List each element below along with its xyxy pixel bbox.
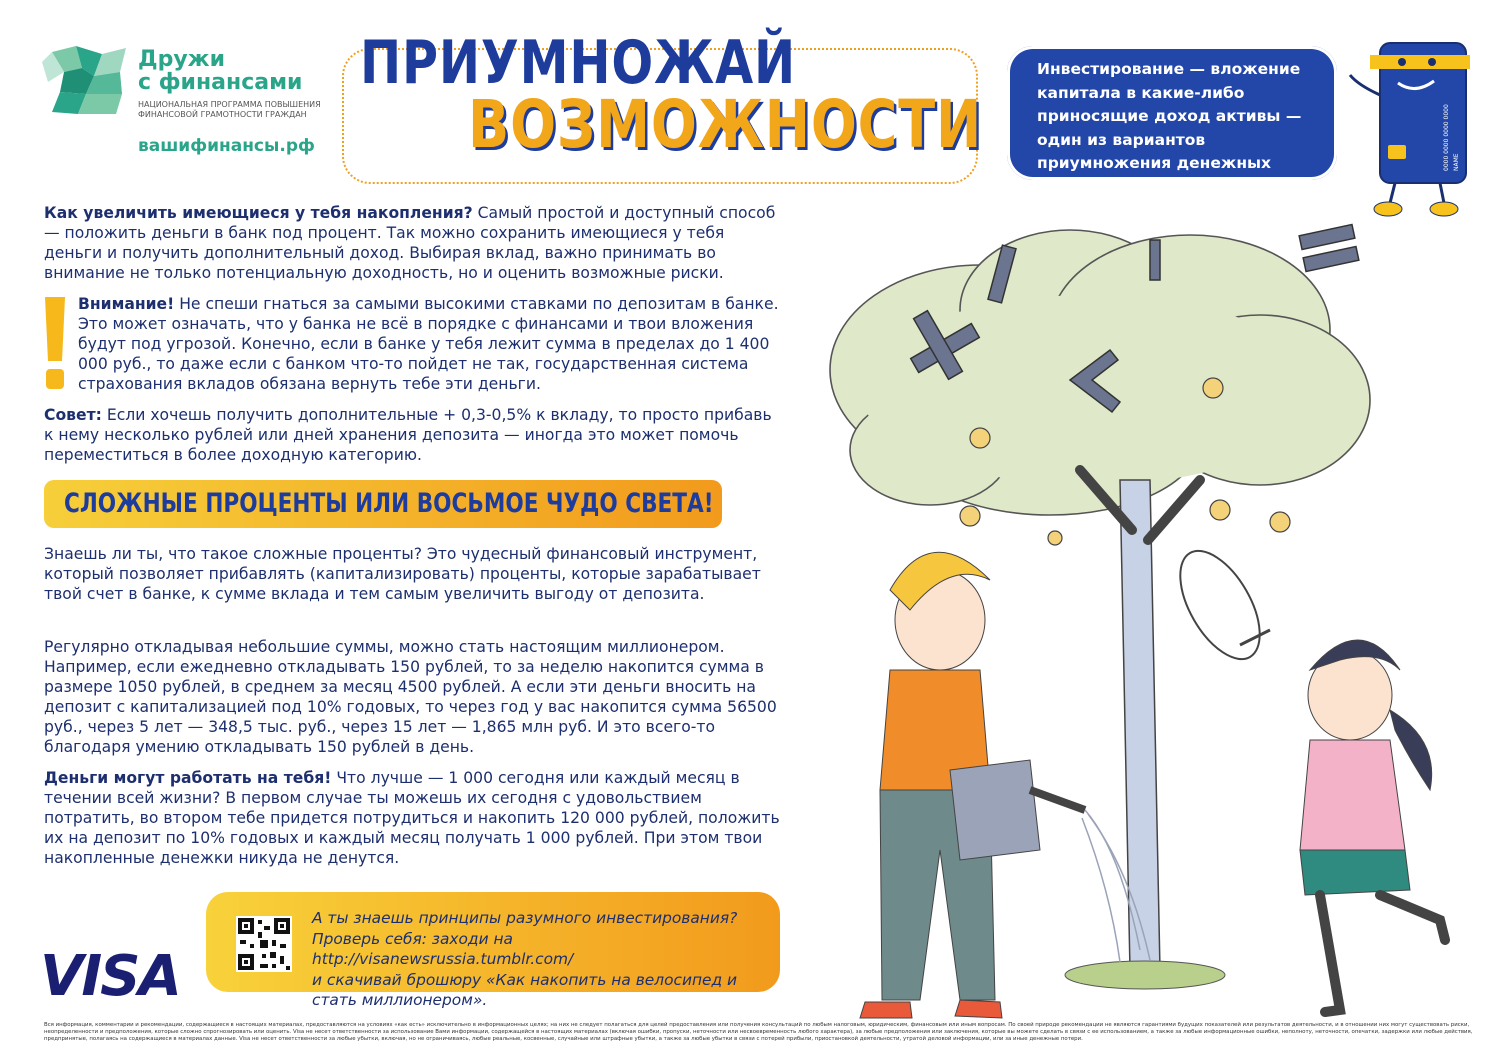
visa-logo: VISA [40,944,180,1009]
compound-paragraph: Знаешь ли ты, что такое сложные проценты? Это чудесный финансовый инструмент, который позволяет прибавлять (капитализировать) проценты, которые зарабатывает твой счет в банке, к сумме вклада и тем самым увеличить выгоду от депозита. [44,545,761,603]
advice-paragraph: Совет: Если хочешь получить дополнительные + 0,3-0,5% к вкладу, то просто прибавь к нему несколько рублей или дней хранения депозита — иногда это может помочь переместиться в более доходную категорию. [44,406,772,464]
callout-text: А ты знаешь принципы разумного инвестирования? Проверь себя: заходи на http://visanewsrussia.tumblr.com/ и скачивай брошюру «Как накопить на велосипед и стать миллионером». [312,908,772,1011]
quiz-callout [206,892,780,1009]
logo-title: Дружи с финансами [138,47,303,95]
section-heading: СЛОЖНЫЕ ПРОЦЕНТЫ ИЛИ ВОСЬМОЕ ЧУДО СВЕТА! [64,488,714,519]
example-paragraph: Регулярно откладывая небольшие суммы, можно стать настоящим миллионером. Например, если ежедневно откладывать 150 рублей, то за неделю накопится сумма в размере 1050 рублей, в среднем за месяц 4500 рублей. А если эти деньги вносить на депозит с капитализацией под 10% годовых, то через год у вас накопится сумма 56500 руб., через 5 лет — 348,5 тыс. руб., через 15 лет — 1,865 млн руб. И это всего-то благодаря умению откладывать 150 рублей в день. [44,638,777,756]
callout-link[interactable]: Проверь себя: заходи на http://visanewsrussia.tumblr.com/ [312,929,574,968]
intro-paragraph: Как увеличить имеющиеся у тебя накопления? Самый простой и доступный способ — положить деньги в банк под процент. Так можно сохранить имеющиеся у тебя деньги и получить дополнительный доход. Выбирая вклад, важно принимать во внимание не только потенциальную доходность, но и оценить возможные риски. [44,204,776,282]
logo-website[interactable]: вашифинансы.рф [138,136,315,156]
page-title-line2: ВОЗМОЖНОСТИ [468,86,983,163]
logo-dog-icon [42,42,132,118]
warning-paragraph: Внимание! Не спеши гнаться за самыми высокими ставками по депозитам в банке. Это может означать, что у банка не всё в порядке с финансами и твои вложения будут под угрозой. Конечно, если в банке у тебя лежит сумма в пределах до 1 400 000 руб., то даже если с банком что-то пойдет не так, государственная система страхования вкладов обязана вернуть тебе эти деньги. [78,295,779,393]
section-banner [44,480,722,528]
money-tree-illustration [820,150,1503,1064]
money-paragraph: Деньги могут работать на тебя! Что лучше — 1 000 сегодня или каждый месяц в течении всей жизни? В первом случае ты можешь их сегодня с удовольствием потратить, во втором тебе придется потрудиться и накопить 120 000 рублей, положить их на депозит по 10% годовых и каждый месяц получать 1 000 рублей. При этом твои накопленные денежки никуда не денутся. [44,769,780,867]
svg-text:0000 0000 0000 0000: 0000 0000 0000 0000 [1443,104,1450,171]
qr-code-icon[interactable] [236,916,292,972]
exclamation-icon [42,297,68,391]
legal-disclaimer: Вся информация, комментарии и рекомендации, содержащиеся в настоящих материалах, предоставляются на условиях «как есть» исключительно в информационных целях; на них не следует полагаться для целей предоставления или получения консультаций по любым налоговым, юридическим, финансовым или иным вопросам. По своей природе рекомендации не являются гарантиями будущих показателей или результатов деятельности, и в отношении них могут существовать риски, неопределенности и предположения, которые сложно спрогнозировать или оценить. Visa не несет ответственности за использование Вами информации, содержащейся в настоящих материалах (включая ошибки, пропуски, неточности или несвоевременность любого характера), за любые предположения или заключения, которые вы можете сделать в связи с ее использованием, а также за любые информационные ошибки, неполноту, неточности, опечатки, задержки или любые действия, предпринятые, полагаясь на содержащиеся в материалах данные. Visa не несет ответственности за любые убытки, включая, но не ограничиваясь, любые реальные, косвенные, случайные или штрафные убытки, а также за любые убытки в связи с потерей прибыли, приостановкой деятельности, утратой деловой информации, или за иные денежные потери. [44,1022,1473,1043]
logo-subtitle: НАЦИОНАЛЬНАЯ ПРОГРАММА ПОВЫШЕНИЯ ФИНАНСОВОЙ ГРАМОТНОСТИ ГРАЖДАН [138,100,321,119]
page-title-line1: ПРИУМНОЖАЙ [360,28,796,98]
definition-text: Инвестирование — вложение капитала в какие-либо приносящие доход активы — один из вариантов приумножения денежных средств. [1037,60,1302,196]
program-logo [42,40,332,160]
svg-text:NAME: NAME [1453,153,1460,171]
